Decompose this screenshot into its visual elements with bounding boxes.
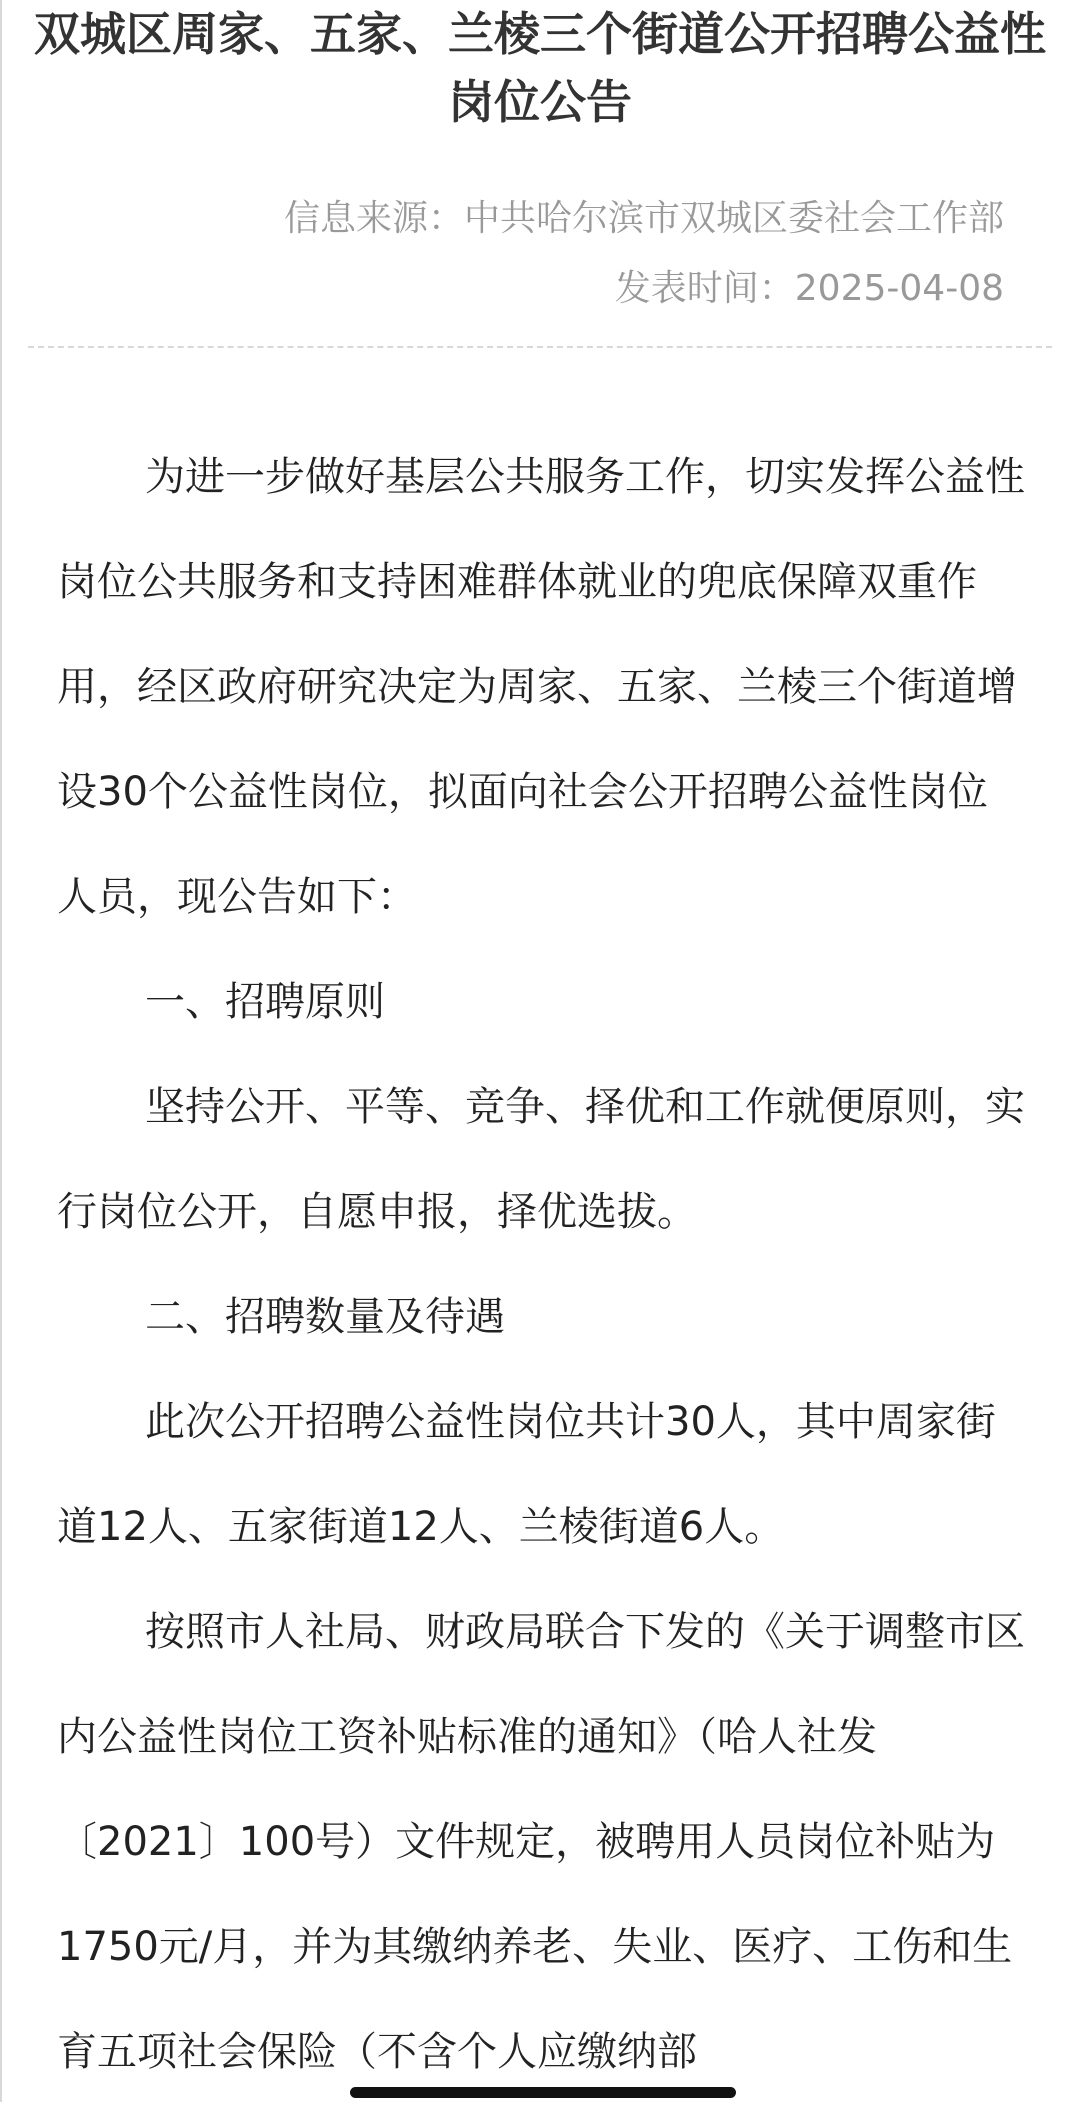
paragraph-quantity: 此次公开招聘公益性岗位共计30人，其中周家街道12人、五家街道12人、兰棱街道6人。 <box>57 1399 996 1550</box>
article-body <box>57 425 1025 2105</box>
section-heading-principles: 一、招聘原则 <box>145 979 385 1025</box>
publish-date: 发表时间：2025-04-08 <box>614 268 1004 309</box>
section-heading-quantity: 二、招聘数量及待遇 <box>145 1294 505 1340</box>
paragraph-compensation: 按照市人社局、财政局联合下发的《关于调整市区内公益性岗位工资补贴标准的通知》（哈人社发〔2021〕100号）文件规定，被聘用人员岗位补贴为1750元/月，并为其缴纳养老、失业、医疗、工伤和生育五项社会保险（不含个人应缴纳部 <box>57 1609 1025 2075</box>
paragraph-principles: 坚持公开、平等、竞争、择优和工作就便原则，实行岗位公开，自愿申报，择优选拔。 <box>57 1084 1025 1235</box>
dashed-divider <box>28 346 1052 348</box>
paragraph-intro: 为进一步做好基层公共服务工作，切实发挥公益性岗位公共服务和支持困难群体就业的兜底保障双重作用，经区政府研究决定为周家、五家、兰棱三个街道增设30个公益性岗位，拟面向社会公开招聘公益性岗位人员，现公告如下： <box>57 454 1025 920</box>
info-source: 信息来源：中共哈尔滨市双城区委社会工作部 <box>283 198 1004 239</box>
article-title: 双城区周家、五家、兰棱三个街道公开招聘公益性岗位公告 <box>34 7 1046 129</box>
page-left-edge <box>0 0 2 2102</box>
home-indicator[interactable] <box>350 2087 736 2098</box>
